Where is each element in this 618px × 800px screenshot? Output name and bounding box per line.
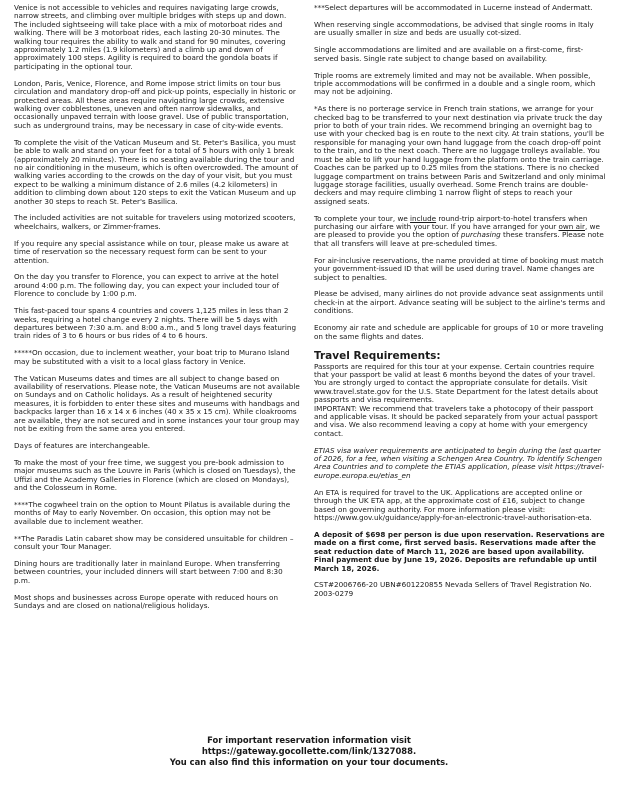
murano-note-paragraph: *****On occasion, due to inclement weather, your boat trip to Murano Island may be substituted with a visit to a local glass factory in Venice. <box>14 348 290 366</box>
vatican-museums-paragraph: The Vatican Museums dates and times are all subject to change based on availability of reservations. Please note, the Vatican Museums are not available on Sundays and on Catholic holidays. As a result of heightened security measures, it is forbidden to enter these sites and museums with handbags and backpacks larger than 16 x 14 x 6 inches (40 x 35 x 15 cm). While cloakrooms are available, they are not secured and in some instances your tour group may not be exiting from the same area you entered. <box>14 373 300 434</box>
transfer-text-1: To complete your tour, we <box>314 213 411 223</box>
airport-transfers-paragraph <box>314 215 606 249</box>
pilatus-note-paragraph: ****The cogwheel train on the option to Mount Pilatus is available during the months of May to early November. On occasion, this option may not be available due to inclement weather. <box>14 500 291 526</box>
single-availability-paragraph: Single accommodations are limited and are available on a first-come, first-served basis. Single rate subject to change based on availability. <box>314 45 584 63</box>
special-assistance-paragraph: If you require any special assistance while on tour, please make us aware at time of reservation so the necessary request form can be sent to your attention. <box>14 238 289 265</box>
tour-pace-paragraph: This fast-paced tour spans 4 countries and covers 1,125 miles in less than 2 weeks, requiring a hotel change every 2 nights. There will be 5 days with departures between 7:30 a.m. and 8:00 a.m., and 5 long travel days featuring train rides of 3 to 6 hours or bus rides of 4 to 6 hours. <box>14 306 297 341</box>
venice-paragraph: Venice is not accessible to vehicles and requires navigating large crowds, narrow streets, and climbing over multiple bridges with steps up and down. The included sightseeing will take place with a mix of motorboat rides and walking. There will be 3 motorboat rides, each lasting 20-30 minutes. The walking tour requires the ability to walk and stand for 90 minutes, covering approximately 1.2 miles (1.9 kilometers) and a climb up and down of approximately 100 steps. Agility is required to board the gondola boats if participating in the optional tour. <box>14 3 287 71</box>
interchangeable-days-paragraph: Days of features are interchangeable. <box>14 440 151 450</box>
florence-transfer-paragraph: On the day you transfer to Florence, you can expect to arrive at the hotel around 4:00 p.m. The following day, you can expect your included tour of Florence to conclude by 1:00 p.m. <box>14 272 279 299</box>
cst-registration-line: CST#2006766-20 UBN#601220855 Nevada Sellers of Travel Registration No. 2003-0279 <box>314 580 592 598</box>
seat-assignments-paragraph: Please be advised, many airlines do not provide advance seat assignments until check-in at the airport. Advance seating will be subject to the airline's terms and conditions. <box>314 289 606 316</box>
prebook-museums-paragraph: To make the most of your free time, we suggest you pre-book admission to major museums such as the Louvre in Paris (which is closed on Tuesdays), the Uffizi and the Academy Galleries in Florence (which are closed on Mondays), and the Colosseum in Rome. <box>14 457 296 493</box>
transfer-own-air-underlined: own air <box>558 222 585 232</box>
porterage-paragraph: *As there is no porterage service in French train stations, we arrange for your checked bag to be transferred to your next destination via private truck the day prior to both of your train rides. We recommend bringing an overnight bag to use with your checked bag is en route to the next city. At train stations, you'll be responsible for managing your own hand luggage from the coach drop-off point to the train, and to the next coach. There are no luggage trolleys available. You must be able to lift your hand luggage from the platform onto the train carriage. Coaches can be parked up to 0.25 miles from the stations. There is no checked luggage compartment on trains between Paris and Switzerland and only minimal luggage storage facilities, usually overhead. Some French trains are double-deckers and may require climbing 1 narrow flight of steps to reach your assigned seats. <box>314 104 606 206</box>
footer-line-1: For important reservation information visit <box>207 735 411 745</box>
transfer-include-underlined: include <box>410 213 437 223</box>
footer-line-3: You can also find this information on your tour documents. <box>169 757 449 767</box>
cabaret-note-paragraph: **The Paradis Latin cabaret show may be considered unsuitable for children – consult your Tour Manager. <box>14 533 294 552</box>
single-rooms-italy-paragraph: When reserving single accommodations, be advised that single rooms in Italy are usually smaller in size and beds are usually cot-sized. <box>314 19 594 38</box>
footer-notice <box>0 735 618 768</box>
transfer-purchasing-italic: purchasing <box>460 230 501 240</box>
etias-paragraph: ETIAS visa waiver requirements are anticipated to begin during the last quarter of 2026, for a fee, when visiting a Schengen Area Country. To identify Schengen Area Countries and to complete the ETIAS application, please visit https://travel-europe.europa.eu/etias_en <box>314 445 605 480</box>
footer-reservation-link[interactable]: https://gateway.gocollette.com/link/1327088. <box>201 746 417 756</box>
uk-eta-paragraph: An ETA is required for travel to the UK. Applications are accepted online or through the UK ETA app, at the approximate cost of £16, subject to change based on governing authority. For more information please visit: https://www.gov.uk/guidance/apply-for-an-electronic-travel-authorisation-eta. <box>314 487 592 522</box>
deposit-notice-paragraph: A deposit of $698 per person is due upon reservation. Reservations are made on a first come, first served basis. Reservations made after the seat reduction date of March 11, 2026 are based upon availability. Final payment due by June 19, 2026. Deposits are refundable up until March 18, 2026. <box>314 529 605 573</box>
city-restrictions-paragraph: London, Paris, Venice, Florence, and Rome impose strict limits on tour bus circulation and mandatory drop-off and pick-up points, especially in historic or protected areas. All these areas require navigating large crowds, extensive walking over cobblestones, uneven and often narrow sidewalks, and occasionally unpaved terrain with loose gravel. Use of public transportation, such as underground trains, may be necessary in case of city-wide events. <box>14 78 296 130</box>
travel-requirements-heading: Travel Requirements: <box>314 349 441 362</box>
dining-hours-paragraph: Dining hours are traditionally later in mainland Europe. When transferring between countries, your included dinners will start between 7:00 and 8:30 p.m. <box>14 559 283 585</box>
right-column <box>314 4 606 607</box>
transfer-text-2: round-trip airport-to-hotel transfers when purchasing our airfare with your tour. If you have arranged for your <box>314 213 588 232</box>
economy-air-paragraph: Economy air rate and schedule are applicable for groups of 10 or more traveling on the same flights and dates. <box>314 323 604 341</box>
name-match-paragraph: For air-inclusive reservations, the name provided at time of booking must match your government-issued ID that will be used during travel. Name changes are subject to penalties. <box>314 255 604 282</box>
important-photocopy-paragraph: IMPORTANT: We recommend that travelers take a photocopy of their passport and applicable visas. It should be packed separately from your actual passport and visa. We also recommend leaving a copy at home with your emergency contact. <box>314 403 598 438</box>
mobility-aids-paragraph: The included activities are not suitable for travelers using motorized scooters, wheelchairs, walkers, or Zimmer-frames. <box>14 213 296 231</box>
vatican-walking-paragraph: To complete the visit of the Vatican Museum and St. Peter's Basilica, you must be able to walk and stand on your feet for a total of 5 hours with only 1 break (approximately 20 minutes). There is no seating available during the tour and no air conditioning in the museum, which is often overcrowded. The amount of walking varies according to the crowds on the day of your visit, but you must expect to be walking a minimum distance of 2.6 miles (4.2 kilometers) in addition to climbing down about 120 steps to exit the Vatican Museum and up another 30 steps to reach St. Peter's Basilica. <box>14 137 299 206</box>
shop-hours-paragraph: Most shops and businesses across Europe operate with reduced hours on Sundays and are closed on national/religious holidays. <box>14 592 279 611</box>
transfer-text-3: , we are pleased to provide you the option of <box>314 222 600 240</box>
lucerne-note-paragraph: ***Select departures will be accommodated in Lucerne instead of Andermatt. <box>314 3 593 12</box>
triple-rooms-paragraph: Triple rooms are extremely limited and may not be available. When possible, triple accommodations will be confirmed in a double and a single room, which may not be adjoining. <box>314 70 596 97</box>
left-column <box>14 4 300 619</box>
transfer-text-4: these transfers. Please note that all transfers will leave at pre-scheduled times. <box>314 230 604 248</box>
passport-paragraph: Passports are required for this tour at your expense. Certain countries require that your passport be valid at least 6 months beyond the dates of your travel. You are strongly urged to contact the appropriate consulate for details. Visit www.travel.state.gov for the U.S. State Department for the latest details about passports and visa requirements. <box>314 361 599 405</box>
